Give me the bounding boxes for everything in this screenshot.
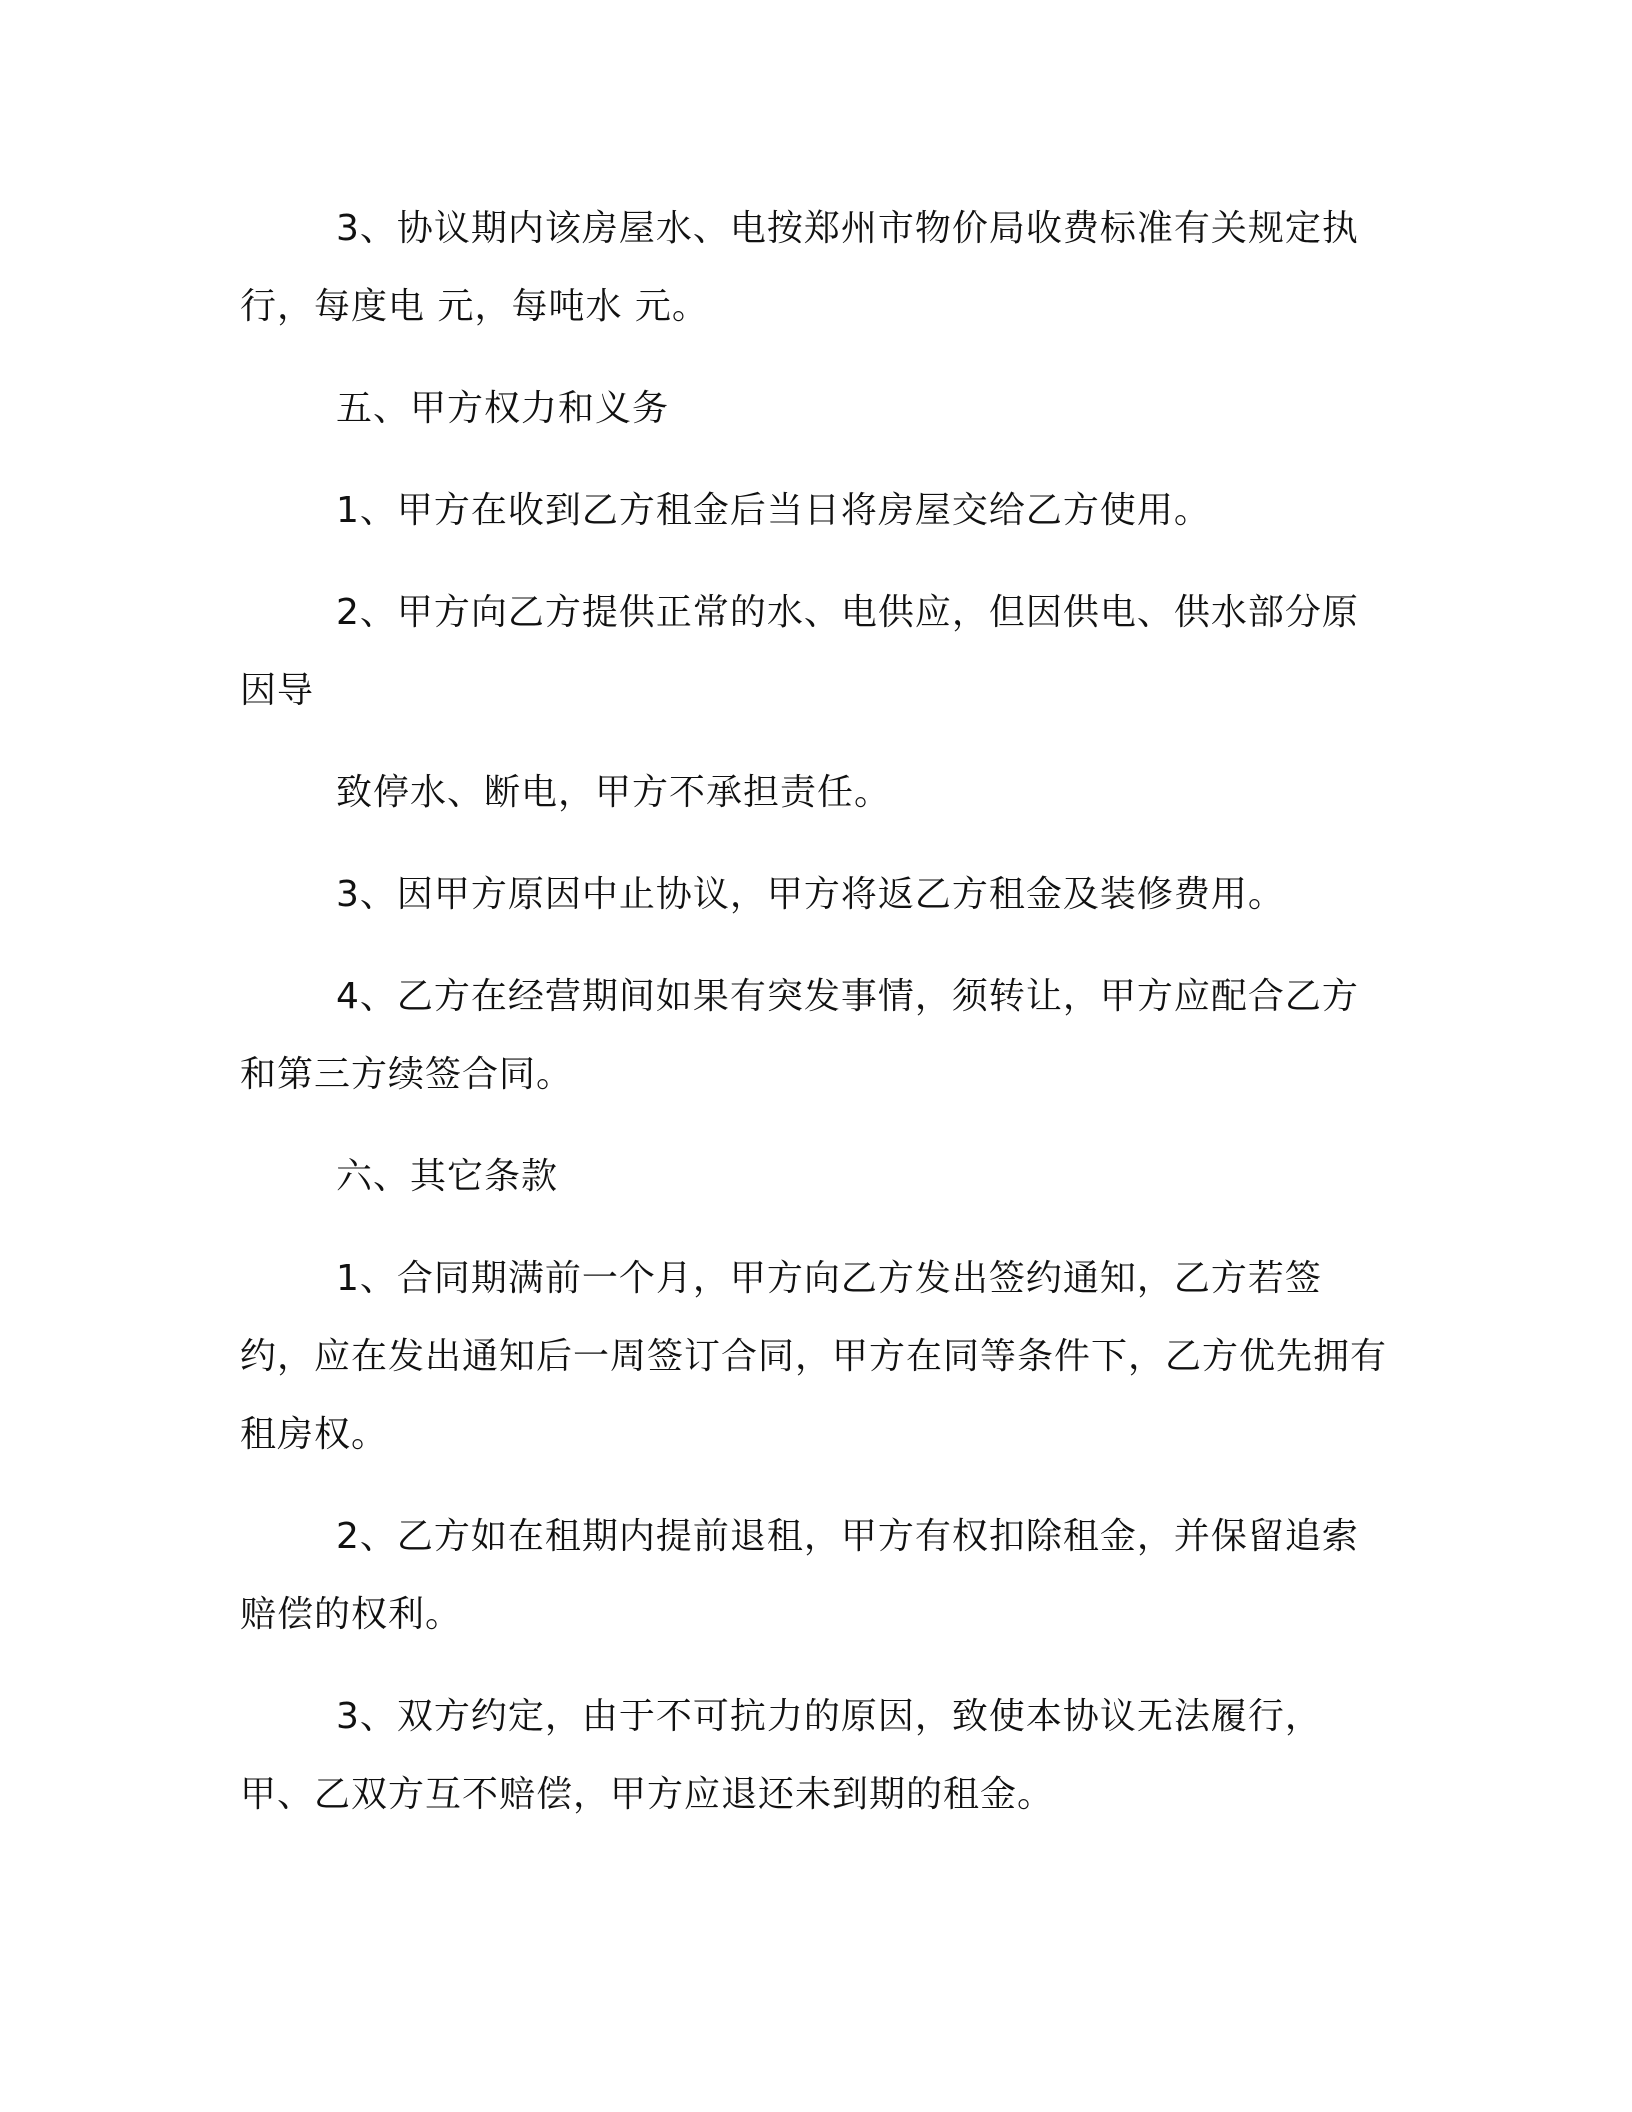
paragraph-other-3: 3、双方约定，由于不可抗力的原因，致使本协议无法履行，甲、乙双方互不赔偿，甲方应退还未到期的租金。 (240, 1696, 1322, 1815)
paragraph-other-1: 1、合同期满前一个月，甲方向乙方发出签约通知，乙方若签约，应在发出通知后一周签订合同，甲方在同等条件下，乙方优先拥有租房权。 (240, 1258, 1388, 1455)
document-body (240, 190, 1390, 1858)
paragraph-a-3: 3、因甲方原因中止协议，甲方将返乙方租金及装修费用。 (336, 874, 1285, 915)
paragraph-utilities-fees: 3、协议期内该房屋水、电按郑州市物价局收费标准有关规定执行，每度电 元，每吨水 元。 (240, 208, 1359, 327)
section-heading-other-terms: 六、其它条款 (336, 1156, 559, 1197)
paragraph-a-2: 2、甲方向乙方提供正常的水、电供应，但因供电、供水部分原因导 (240, 592, 1359, 711)
paragraph-a-1: 1、甲方在收到乙方租金后当日将房屋交给乙方使用。 (336, 490, 1211, 531)
paragraph-other-2: 2、乙方如在租期内提前退租，甲方有权扣除租金，并保留追索赔偿的权利。 (240, 1516, 1359, 1635)
paragraph-a-4: 4、乙方在经营期间如果有突发事情，须转让，甲方应配合乙方和第三方续签合同。 (240, 976, 1359, 1095)
section-heading-party-a-rights: 五、甲方权力和义务 (336, 388, 670, 429)
paragraph-a-2-continued: 致停水、断电，甲方不承担责任。 (336, 772, 892, 813)
